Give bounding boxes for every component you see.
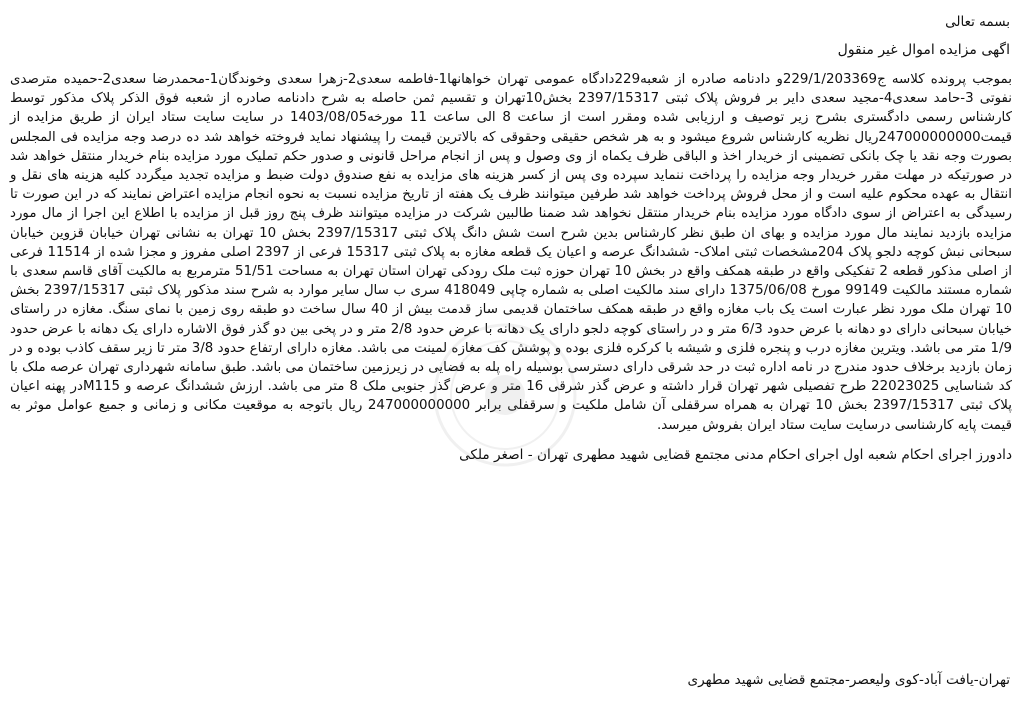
address-footer: تهران-یافت آباد-کوی ولیعصر-مجتمع قضایی شهید مطهری	[687, 672, 1010, 688]
signature-line: دادورز اجرای احکام شعبه اول اجرای احکام مدنی مجتمع قضایی شهید مطهری تهران - اصغر ملکی	[459, 446, 1012, 463]
document-title: بسمه تعالی	[945, 14, 1010, 30]
notice-body: بموجب پرونده کلاسه ج229/1/203369و دادنامه صادره از شعبه229دادگاه عمومی تهران خواهانها1-فاطمه سعدی2-زهرا سعدی وخوندگان1-محمدرضا سعدی2-حمیده مترصدی نفوتی 3-حامد سعدی4-مجید سعدی دایر بر فروش پلاک ثبتی 2397/15317 بخش10تهران و تقسیم ثمن حاصله به شرح دادنامه صادره از شعبه فوق الذکر پلاک مذکور توسط کارشناس رسمی دادگستری بشرح زیر توصیف و ارزیابی شده ومقرر است از ساعت 8 الی ساعت 11 مورخه1403/08/05 در سایت سایت ستاد ایران از طریق مزایده از قیمت247000000000ریال نظریه کارشناس شروع میشود و به هر شخص حقیقی وحقوقی که بالاترین قیمت را پیشنهاد نماید فروخته خواهد شد ده درصد وجه مزایده فی المجلس بصورت وجه نقد یا چک بانکی تضمینی از خریدار اخذ و الباقی ظرف یکماه از وی وصول و پس از انجام مراحل قانونی و صدور حکم تملیک مورد مزایده بنام خریدار منتقل خواهد شد در صورتیکه در مهلت مقرر خریدار وجه مزایده را پرداخت ننماید سپرده وی پس از کسر هزینه های مزایده به نفع صندوق دولت ضبط و مزایده تجدید میگردد کلیه هزینه های نقل و انتقال به عهده محکوم علیه است و از محل فروش پرداخت خواهد شد طرفین میتوانند ظرف یک هفته از تاریخ مزایده نسبت به نحوه انجام مزایده اعتراض نمایند که در این صورت تا رسیدگی به اعتراض از سوی دادگاه مورد مزایده بنام خریدار منتقل نخواهد شد ضمنا طالبین شرکت در مزایده میتوانند ظرف پنج روز قبل از مزایده با اطلاع این اجرا از مال مورد مزایده بازدید نمایند مال مورد مزایده و بهای ان طبق نظر کارشناس بدین شرح است شش دانگ پلاک ثبتی 2397/15317 بخش 10 تهران به نشانی تهران خیابان قزوین خیابان سبحانی نبش کوچه دلجو پلاک 204مشخصات ثبتی املاک- ششدانگ عرصه و اعیان یک قطعه مغازه به پلاک ثبتی 15317 فرعی از 2397 اصلی مفروز و مجزا شده از 11514 فرعی از اصلی مذکور قطعه 2 تفکیکی واقع در طبقه همکف واقع در بخش 10 تهران حوزه ثبت ملک رودکی تهران استان تهران به مساحت 51/51 مترمربع به مالکیت آقای قاسم سعدی با شماره مستند مالکیت 99149 مورخ 1375/06/08 دارای سند مالکیت اصلی به شماره چاپی 418049 سری ب سال سایر موارد به شرح سند مذکور پلاک ثبتی 2397/15317 بخش 10 تهران ملک مورد نظر عبارت است یک باب مغازه واقع در طبقه همکف ساختمان قدیمی ساز قدمت بیش از 40 سال ساخت دو طبقه روی زمین با نمای سنگ. مغازه در راستای خیابان سبحانی دارای دو دهانه با عرض حدود 6/3 متر و در راستای کوچه دلجو دارای یک دهانه با عرض حدود 2/8 متر و در پخی بین دو گذر فوق الاشاره دارای یک دهانه با عرض حدود 1/9 متر می باشد. ویترین مغازه درب و پنجره فلزی و شیشه با کرکره فلزی بوده و پوشش کف مغازه لمینت می باشد. مغازه دارای ارتفاع حدود 3/8 متر تا زیر سقف کاذب بوده و در زمان بازدید برخلاف حدود مندرج در نامه اداره ثبت در حد شرقی دارای دسترسی بوسیله راه پله به فضایی در زیرزمین ساختمان می باشد. طبق سامانه شهرداری تهران عرصه ملک با کد شناسایی 22023025 طرح تفصیلی شهر تهران قرار داشته و عرض گذر شرقی 16 متر و عرض گذر جنوبی ملک 8 متر می باشد. ارزش ششدانگ عرصه و M115در پهنه اعیان پلاک ثبتی 2397/15317 بخش 10 تهران به همراه سرقفلی آن شامل ملکیت و سرقفلی برابر 247000000000 ریال باتوجه به موقعیت مکانی و زمانی و جمیع عوامل موثر به قیمت پایه کارشناسی درسایت سایت ستاد ایران بفروش میرسد.	[10, 72, 1013, 433]
auction-notice-document	[10, 8, 1012, 694]
document-subtitle: اگهی مزایده اموال غیر منقول	[837, 42, 1010, 58]
